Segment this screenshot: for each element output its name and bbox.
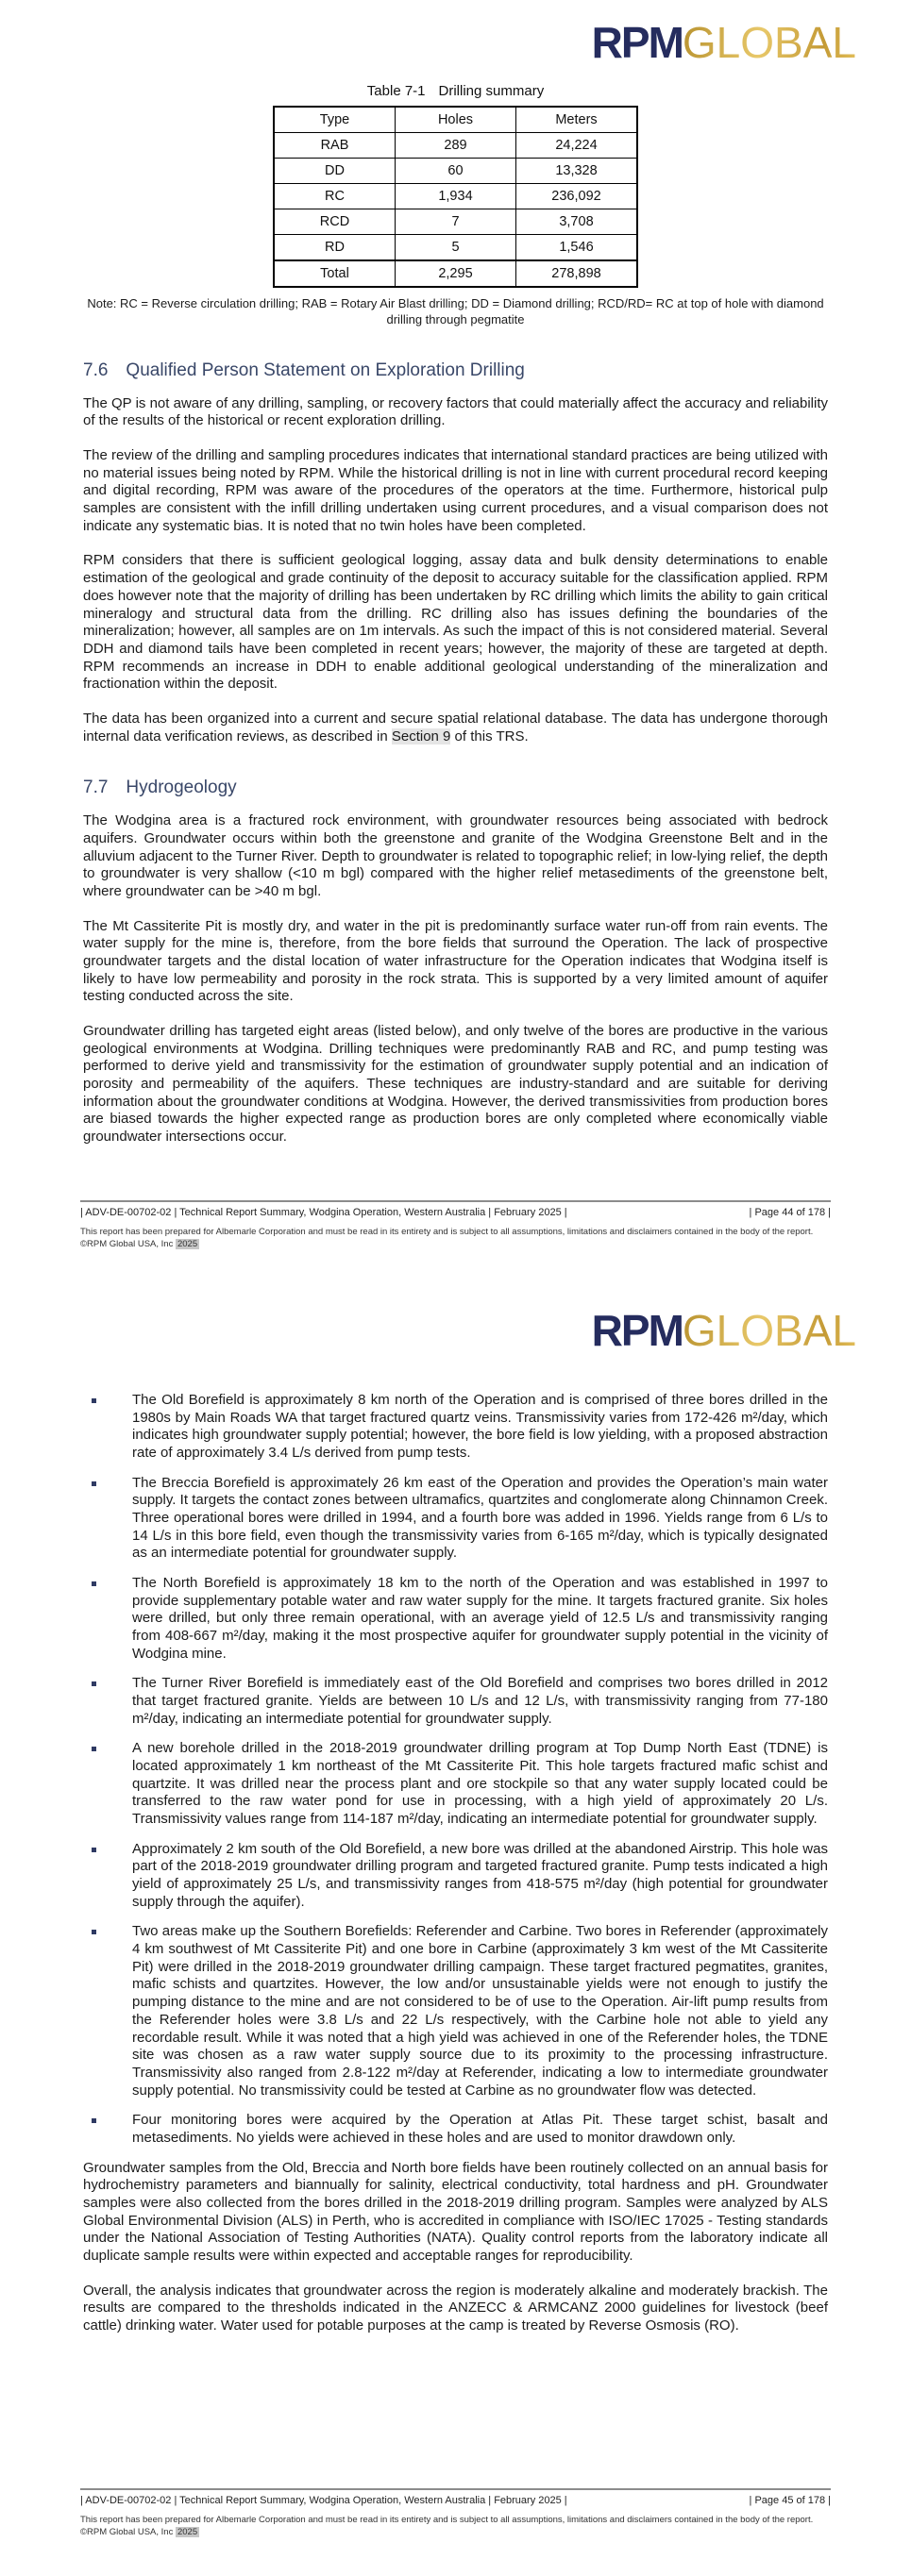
table-row	[274, 184, 637, 209]
bullet-square-icon	[92, 1481, 96, 1486]
list-item	[83, 1841, 828, 1912]
table-header-cell: Holes	[396, 107, 516, 133]
section-title: Hydrogeology	[126, 778, 237, 798]
bullet-square-icon	[92, 2118, 96, 2123]
footer-divider	[80, 1200, 831, 1202]
section-number: 7.6	[83, 360, 109, 380]
table-row	[274, 235, 637, 261]
table-note: Note: RC = Reverse circulation drilling; RAB = Rotary Air Blast drilling; DD = Diamond drilling; RCD/RD= RC at top of hole with diamond drilling through pegmatite	[87, 296, 824, 326]
table-cell: 278,898	[516, 260, 638, 287]
footer-document-info: | ADV-DE-00702-02 | Technical Report Summary, Wodgina Operation, Western Australia | February 2025 |	[80, 2495, 567, 2506]
paragraph: Groundwater samples from the Old, Breccia and North bore fields have been routinely collected on an annual basis for hydrochemistry parameters and biannually for salinity, electrical conductivity, total hardness and pH. Groundwater samples were also collected from the bores drilled in the 2018-2019 drilling program. Samples were analyzed by ALS Global Environmental Division (ALS) in Perth, who is accredited in compliance with ISO/IEC 17025 - Testing standards under the National Association of Testing Authorities (NATA). Quality control reports from the laboratory indicate all duplicate sample results were within expected and acceptable ranges for reproducibility.	[83, 2159, 828, 2264]
footer-disclaimer	[80, 1227, 831, 1251]
table-cell: 7	[396, 209, 516, 235]
table-cell: DD	[274, 159, 396, 184]
paragraph-text: of this TRS.	[450, 728, 529, 744]
footer-page-number: | Page 44 of 178 |	[749, 1207, 831, 1218]
section-number: 7.7	[83, 778, 109, 798]
rpmglobal-logo	[591, 1306, 856, 1355]
table-cell: RAB	[274, 133, 396, 159]
bullet-square-icon	[92, 1398, 96, 1403]
table-total-row	[274, 260, 637, 287]
bullet-square-icon	[92, 1681, 96, 1686]
list-item-text: The Turner River Borefield is immediately east of the Old Borefield and comprises two bores drilled in 2012 that target fractured granite. Yields are between 10 L/s and 12 L/s, with transmissivity ranging from 77-180 m²/day, indicating an intermediate potential for groundwater supply.	[132, 1675, 828, 1727]
bullet-square-icon	[92, 1930, 96, 1934]
table-cell: Total	[274, 260, 396, 287]
bullet-square-icon	[92, 1581, 96, 1586]
footer-disclaimer	[80, 2515, 831, 2539]
table-caption-label: Table 7-1	[366, 83, 426, 99]
list-item-text: Two areas make up the Southern Borefields: Referender and Carbine. Two bores in Referender (approximately 4 km southwest of Mt Cassiterite Pit) and one bore in Carbine (approximately 3 km west of the Mt Cassiterite Pit) were drilled in the 2018-2019 groundwater drilling campaign. These target fractured pegmatites, granites, mafic schists and quartzites. However, the low and/or unsustainable yields were not enough to justify the pumping distance to the mine and are not considered to be of use to the Operation. Air-lift pump results from the Referender holes were 3.8 L/s and 22 L/s respectively, with the Carbine hole not able to yield any recordable result. While it was noted that a high yield was achieved in one of the Referender holes, the TDNE site was chosen as a raw water supply source due to its proximity to the processing infrastructure. Transmissivity also ranged from 2.8-122 m²/day at Referender, indicating a low to intermediate groundwater supply potential. No transmissivity could be tested at Carbine as no groundwater flow was detected.	[132, 1923, 828, 2099]
disclaimer-year-field: 2025	[177, 2526, 198, 2537]
header	[0, 1288, 911, 1365]
logo-rpm-text: RPM	[591, 1306, 683, 1355]
list-item-text: A new borehole drilled in the 2018-2019 groundwater drilling program at Top Dump North East (TDNE) is located approximately 1 km northeast of the Mt Cassiterite Pit. This hole targets fractured mafic schist and quartzite. It was drilled near the process plant and ore stockpile so that any water supply located could be transferred to the raw water pond for use in processing, with a high yield of approximately 20 L/s. Transmissivity values range from 114-187 m²/day, indicating an intermediate potential for groundwater supply.	[132, 1740, 828, 1828]
section-title: Qualified Person Statement on Exploration Drilling	[126, 360, 525, 380]
table-cell: 289	[396, 133, 516, 159]
page1-content	[83, 360, 828, 1146]
table-cell: 2,295	[396, 260, 516, 287]
list-item	[83, 1575, 828, 1663]
table-cell: 236,092	[516, 184, 638, 209]
paragraph: Groundwater drilling has targeted eight areas (listed below), and only twelve of the bores are productive in the various geological environments at Wodgina. Drilling techniques were predominantly RAB and RC, and pump testing was performed to derive yield and transmissivity for the estimation of groundwater supply potential and an indication of porosity and permeability of the aquifers. These techniques are industry-standard and are suitable for deriving information about the groundwater conditions at Wodgina. However, the derived transmissivities from production bores are biased towards the higher expected range as production bores are only completed where economically viable groundwater intersections occur.	[83, 1022, 828, 1145]
table-cell: 5	[396, 235, 516, 261]
table-cell: 13,328	[516, 159, 638, 184]
paragraph	[83, 711, 828, 745]
list-item-text: The Old Borefield is approximately 8 km north of the Operation and is comprised of three bores drilled in the 1980s by Main Roads WA that target fractured quartz veins. Transmissivity varies from 172-426 m²/day, which indicates high groundwater supply potential; however, the bore field is low yielding, with a proposed abstraction rate of approximately 3.4 L/s derived from pump tests.	[132, 1392, 828, 1462]
footer-meta	[80, 1207, 831, 1218]
footer-document-info: | ADV-DE-00702-02 | Technical Report Summary, Wodgina Operation, Western Australia | February 2025 |	[80, 1207, 567, 1218]
table-cell: RC	[274, 184, 396, 209]
logo-global-text: GLOBAL	[682, 18, 856, 67]
footer-page-number: | Page 45 of 178 |	[749, 2495, 831, 2506]
list-item	[83, 1675, 828, 1728]
bullet-square-icon	[92, 1747, 96, 1751]
list-item	[83, 1392, 828, 1463]
page-footer	[80, 2488, 831, 2539]
disclaimer-year-field: 2025	[177, 1238, 198, 1249]
list-item	[83, 1923, 828, 2099]
table-cell: RCD	[274, 209, 396, 235]
header	[0, 0, 911, 77]
section-cross-reference: Section 9	[391, 728, 451, 744]
list-item	[83, 1475, 828, 1563]
table-caption	[0, 83, 911, 99]
table-cell: 3,708	[516, 209, 638, 235]
report-page-45	[0, 1288, 911, 2576]
page2-content	[83, 1392, 828, 2335]
list-item-text: The Breccia Borefield is approximately 26 km east of the Operation and provides the Operation’s main water supply. It targets the contact zones between ultramafics, quartzites and conglomerate along Chinnamon Creek. Three operational bores were drilled in 1994, and a fourth bore was added in 1996. Yields range from 6 L/s to 14 L/s in this bore field, even though the transmissivity varies from 6-165 m²/day, which is typically designated as an intermediate potential for groundwater supply.	[132, 1474, 828, 1562]
list-item-text: Approximately 2 km south of the Old Borefield, a new bore was drilled at the abandoned Airstrip. This hole was part of the 2018-2019 groundwater drilling program and targeted fractured granite. Pump tests indicated a high yield of approximately 25 L/s, and transmissivity ranges from 418-575 m²/day (high potential for groundwater supply through the aquifer).	[132, 1840, 828, 1910]
table-cell: RD	[274, 235, 396, 261]
section-7-6-heading	[83, 360, 828, 381]
rpmglobal-logo	[591, 18, 856, 67]
paragraph-text: The data has been organized into a current and secure spatial relational database. The data has undergone thorough internal data verification reviews, as described in	[83, 710, 828, 744]
table-row	[274, 209, 637, 235]
table-header-row	[274, 107, 637, 133]
table-row	[274, 159, 637, 184]
list-item-text: Four monitoring bores were acquired by the Operation at Atlas Pit. These target schist, basalt and metasediments. No yields were achieved in these holes and are used to monitor drawdown only.	[132, 2112, 828, 2146]
section-7-7-heading	[83, 778, 828, 798]
bullet-square-icon	[92, 1848, 96, 1852]
paragraph: The review of the drilling and sampling procedures indicates that international standard practices are being utilized with no material issues being noted by RPM. While the historical drilling is not in line with current procedural record keeping and digital recording, RPM was aware of the procedures of the operators at the time. Furthermore, historical pulp samples are consistent with the infill drilling undertaken using current procedures, and a visual comparison does not indicate any systematic bias. It is noted that no twin holes have been completed.	[83, 447, 828, 534]
table-row	[274, 133, 637, 159]
logo-global-text: GLOBAL	[682, 1306, 856, 1355]
disclaimer-text: This report has been prepared for Albemarle Corporation and must be read in its entirety and is subject to all assumptions, limitations and disclaimers contained in the body of the report. ©RPM Global USA, Inc	[80, 1227, 814, 1249]
footer-meta	[80, 2495, 831, 2506]
paragraph: Overall, the analysis indicates that groundwater across the region is moderately alkaline and moderately brackish. The results are compared to the thresholds indicated in the ANZECC & ARMCANZ 2000 guidelines for livestock (beef cattle) drinking water. Water used for potable purposes at the camp is treated by Reverse Osmosis (RO).	[83, 2282, 828, 2333]
disclaimer-text: This report has been prepared for Albemarle Corporation and must be read in its entirety and is subject to all assumptions, limitations and disclaimers contained in the body of the report. ©RPM Global USA, Inc	[80, 2515, 814, 2537]
list-item-text: The North Borefield is approximately 18 km to the north of the Operation and was established in 1997 to provide supplementary potable water and raw water supply for the mine. It targets fractured granite. Six holes were drilled, but only three remain operational, with an average yield of 12.5 L/s and transmissivity ranging from 408-667 m²/day, making it the most prospective aquifer for groundwater supply potential in the vicinity of Wodgina mine.	[132, 1575, 828, 1662]
footer-divider	[80, 2488, 831, 2490]
list-item	[83, 2112, 828, 2147]
table-cell: 1,934	[396, 184, 516, 209]
table-caption-title: Drilling summary	[438, 83, 545, 99]
table-cell: 24,224	[516, 133, 638, 159]
paragraph: The Wodgina area is a fractured rock environment, with groundwater resources being associated with bedrock aquifers. Groundwater occurs within both the greenstone and granite of the Wodgina Greenstone Belt and in the alluvium adjacent to the Turner River. Depth to groundwater is related to topographic relief; in low-lying relief, the depth to groundwater is very shallow (<10 m bgl) compared with the higher relief metasediments of the greenstone belt, where groundwater can be >40 m bgl.	[83, 812, 828, 899]
list-item	[83, 1740, 828, 1828]
drilling-summary-table	[273, 106, 638, 288]
paragraph: The QP is not aware of any drilling, sampling, or recovery factors that could materially affect the accuracy and reliability of the results of the historical or recent exploration drilling.	[83, 394, 828, 429]
borefield-bullet-list	[83, 1392, 828, 2148]
table-header-cell: Type	[274, 107, 396, 133]
paragraph: The Mt Cassiterite Pit is mostly dry, and water in the pit is predominantly surface water run-off from rain events. The water supply for the mine is, therefore, from the bore fields that surround the Operation. The lack of prospective groundwater targets and the distal location of water infrastructure for the Operation indicates that Wodgina itself is likely to have low permeability and porosity in the rock strata. This is supported by a very limited amount of aquifer testing conducted across the site.	[83, 917, 828, 1005]
logo-rpm-text: RPM	[591, 18, 683, 67]
table-header-cell: Meters	[516, 107, 638, 133]
page-footer	[80, 1200, 831, 1251]
paragraph: RPM considers that there is sufficient geological logging, assay data and bulk density determinations to enable estimation of the geological and grade continuity of the deposit to accuracy suitable for the classification applied. RPM does however note that the majority of drilling has been undertaken by RC drilling which limits the ability to gain critical mineralogy and structural data from the drilling. RC drilling also has issues defining the boundaries of the mineralization; however, all samples are on 1m intervals. As such the impact of this is not considered material. Several DDH and diamond tails have been completed in recent years; however, the majority of these are targeted at depth. RPM recommends an increase in DDH to enable additional geological understanding of the mineralization and fractionation within the deposit.	[83, 552, 828, 693]
table-cell: 1,546	[516, 235, 638, 261]
table-cell: 60	[396, 159, 516, 184]
